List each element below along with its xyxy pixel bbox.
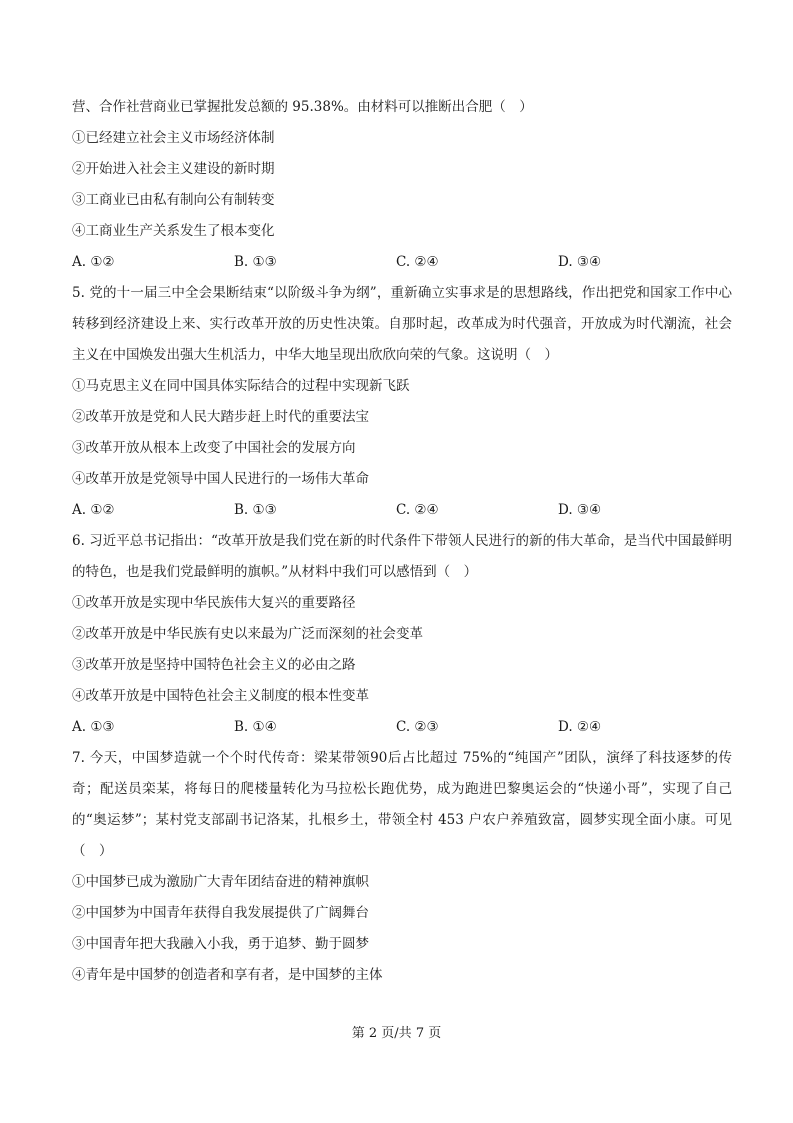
- q5-statement-1: ①马克思主义在同中国具体实际结合的过程中实现新飞跃: [72, 378, 410, 394]
- q4-statement-2: ②开始进入社会主义建设的新时期: [72, 161, 275, 177]
- q6-options: [72, 712, 732, 743]
- q6-stem: 6. 习近平总书记指出：“改革开放是我们党在新的时代条件下带领人民进行的新的伟大革命，是当代中国最鲜明的特色，也是我们党最鲜明的旗帜。”从材料中我们可以感悟到（ ）: [72, 533, 732, 580]
- q6-statement-4: ④改革开放是中国特色社会主义制度的根本性变革: [72, 688, 369, 704]
- q6-statement-1: ①改革开放是实现中华民族伟大复兴的重要路径: [72, 595, 356, 611]
- q7-statement-1: ①中国梦已成为激励广大青年团结奋进的精神旗帜: [72, 874, 369, 890]
- q6-option-d: D. ②④: [558, 719, 602, 735]
- page-content: [72, 92, 732, 991]
- q4-options: [72, 247, 732, 278]
- q4-statement-3: ③工商业已由私有制向公有制转变: [72, 192, 275, 208]
- q4-option-c: C. ②④: [396, 254, 439, 270]
- q6-statement-2: ②改革开放是中华民族有史以来最为广泛而深刻的社会变革: [72, 626, 423, 642]
- q4-option-b: B. ①③: [234, 254, 277, 270]
- q4-stem-tail: 营、合作社营商业已掌握批发总额的 95.38%。由材料可以推断出合肥（ ）: [72, 99, 533, 115]
- q5-option-b: B. ①③: [234, 502, 277, 518]
- q6-statement-3: ③改革开放是坚持中国特色社会主义的必由之路: [72, 657, 356, 673]
- q4-statement-4: ④工商业生产关系发生了根本变化: [72, 223, 275, 239]
- q7-statement-3: ③中国青年把大我融入小我，勇于追梦、勤于圆梦: [72, 936, 369, 952]
- q5-option-c: C. ②④: [396, 502, 439, 518]
- q5-option-d: D. ③④: [558, 502, 602, 518]
- q5-statement-2: ②改革开放是党和人民大踏步赶上时代的重要法宝: [72, 409, 369, 425]
- q4-option-a: A. ①②: [72, 254, 115, 270]
- page-footer: 第 2 页/共 7 页: [351, 1026, 442, 1041]
- q4-option-d: D. ③④: [558, 254, 602, 270]
- q5-option-a: A. ①②: [72, 502, 115, 518]
- q5-options: [72, 495, 732, 526]
- q5-statement-4: ④改革开放是党领导中国人民进行的一场伟大革命: [72, 471, 369, 487]
- q5-stem: 5. 党的十一届三中全会果断结束“以阶级斗争为纲”，重新确立实事求是的思想路线，作出把党和国家工作中心转移到经济建设上来、实行改革开放的历史性决策。自那时起，改革成为时代强音，开放成为时代潮流，社会主义在中国焕发出强大生机活力，中华大地呈现出欣欣向荣的气象。这说明（ ）: [72, 285, 732, 363]
- q7-stem: 7. 今天，中国梦造就一个个时代传奇：梁某带领90后占比超过 75%的“纯国产”团队，演绎了科技逐梦的传奇；配送员栾某，将每日的爬楼量转化为马拉松长跑优势，成为跑进巴黎奥运会的“快递小哥”，实现了自己的“奥运梦”；某村党支部副书记洛某，扎根乡土，带领全村 453 户农户养殖致富，圆梦实现全面小康。可见（ ）: [72, 750, 732, 859]
- q4-statement-1: ①已经建立社会主义市场经济体制: [72, 130, 275, 146]
- q7-statement-2: ②中国梦为中国青年获得自我发展提供了广阔舞台: [72, 905, 369, 921]
- q6-option-b: B. ①④: [234, 719, 277, 735]
- q7-statement-4: ④青年是中国梦的创造者和享有者，是中国梦的主体: [72, 967, 383, 983]
- q6-option-a: A. ①③: [72, 719, 115, 735]
- q5-statement-3: ③改革开放从根本上改变了中国社会的发展方向: [72, 440, 356, 456]
- q6-option-c: C. ②③: [396, 719, 439, 735]
